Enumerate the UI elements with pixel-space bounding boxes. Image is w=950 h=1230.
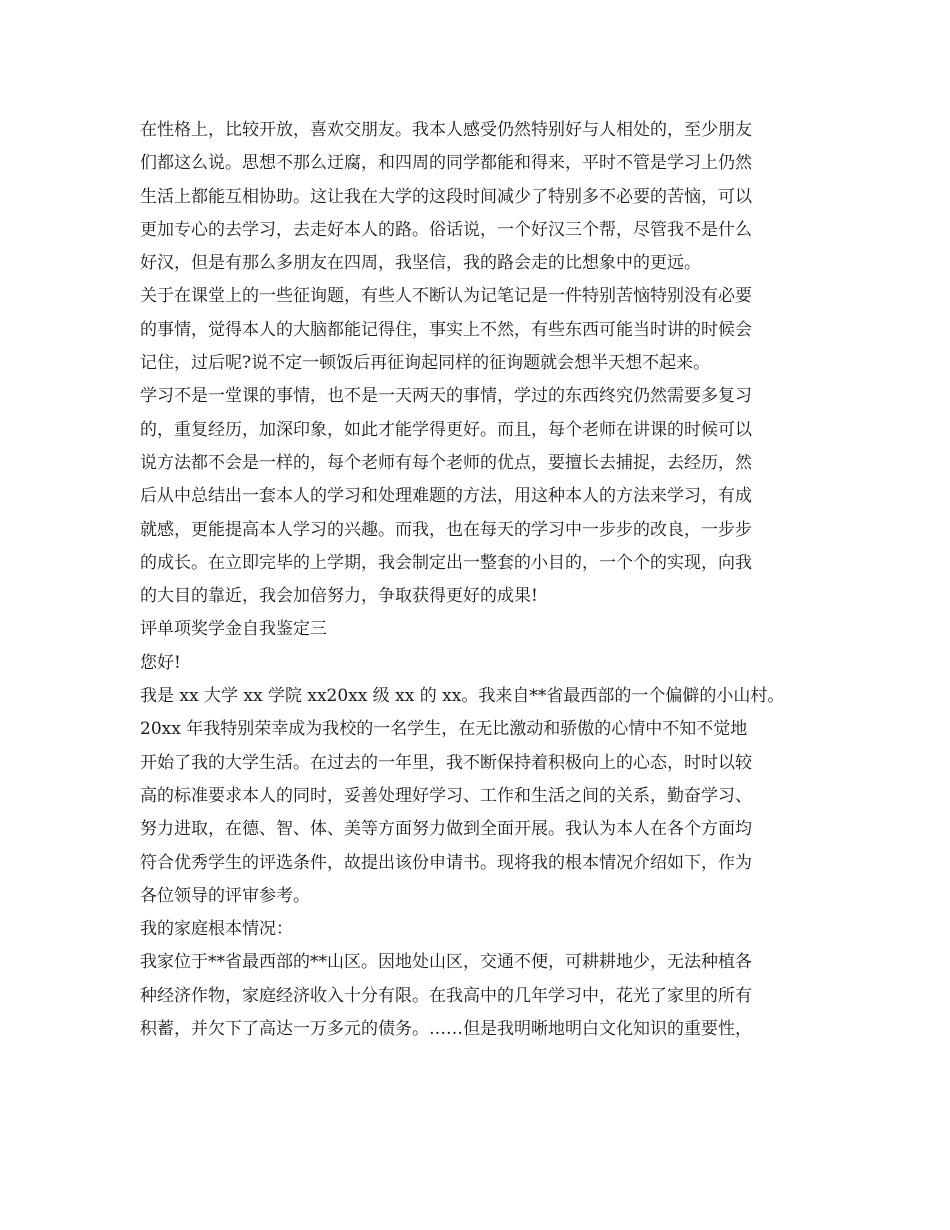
subheading-line: 我的家庭根本情况： <box>140 919 293 940</box>
text-line: 说方法都不会是一样的，每个老师有每个老师的优点，要擅长去捕捉，去经历，然 <box>140 452 752 473</box>
text-line: 积蓄，并欠下了高达一万多元的债务。……但是我明晰地明白文化知识的重要性， <box>140 1019 752 1040</box>
text-line: 我家位于**省最西部的**山区。因地处山区，交通不便，可耕耕地少，无法种植各 <box>140 952 752 973</box>
text-line: 记住，过后呢?说不定一顿饭后再征询起同样的征询题就会想半天想不起来。 <box>140 353 711 374</box>
text-line: 更加专心的去学习，去走好本人的路。俗话说，一个好汉三个帮，尽管我不是什么 <box>140 219 752 240</box>
text-line: 在性格上，比较开放，喜欢交朋友。我本人感受仍然特别好与人相处的，至少朋友 <box>140 120 752 140</box>
text-line: 各位领导的评审参考。 <box>140 885 310 906</box>
greeting-line: 您好! <box>140 652 181 673</box>
text-line: 后从中总结出一套本人的学习和处理难题的方法，用这种本人的方法来学习，有成 <box>140 486 752 507</box>
text-line: 的事情，觉得本人的大脑都能记得住，事实上不然，有些东西可能当时讲的时候会 <box>140 319 752 340</box>
document-body <box>140 114 840 1046</box>
text-line: 努力进取，在德、智、体、美等方面努力做到全面开展。我认为本人在各个方面均 <box>140 819 752 840</box>
section-heading: 评单项奖学金自我鉴定三 <box>140 619 327 640</box>
text-line: 符合优秀学生的评选条件，故提出该份申请书。现将我的根本情况介绍如下，作为 <box>140 852 752 873</box>
text-line: 学习不是一堂课的事情，也不是一天两天的事情，学过的东西终究仍然需要多复习 <box>140 386 752 407</box>
text-line: 种经济作物，家庭经济收入十分有限。在我高中的几年学习中，花光了家里的所有 <box>140 985 752 1006</box>
text-line: 们都这么说。思想不那么迂腐，和四周的同学都能和得来，平时不管是学习上仍然 <box>140 153 752 174</box>
text-line: 的，重复经历，加深印象，如此才能学得更好。而且，每个老师在讲课的时候可以 <box>140 419 752 440</box>
text-line: 开始了我的大学生活。在过去的一年里，我不断保持着积极向上的心态，时时以较 <box>140 752 752 773</box>
text-line: 关于在课堂上的一些征询题，有些人不断认为记笔记是一件特别苦恼特别没有必要 <box>140 286 752 307</box>
text-line: 生活上都能互相协助。这让我在大学的这段时间减少了特别多不必要的苦恼，可以 <box>140 186 752 207</box>
text-line: 就感，更能提高本人学习的兴趣。而我，也在每天的学习中一步步的改良，一步步 <box>140 519 752 540</box>
text-line: 高的标准要求本人的同时，妥善处理好学习、工作和生活之间的关系，勤奋学习、 <box>140 785 752 806</box>
text-line: 20xx 年我特别荣幸成为我校的一名学生，在无比激动和骄傲的心情中不知不觉地 <box>140 719 748 740</box>
text-line: 我是 xx 大学 xx 学院 xx20xx 级 xx 的 xx。我来自**省最西部的一个偏僻的小山村。 <box>140 686 785 707</box>
text-line: 的大目的靠近，我会加倍努力，争取获得更好的成果! <box>140 586 538 607</box>
text-line: 好汉，但是有那么多朋友在四周，我坚信，我的路会走的比想象中的更远。 <box>140 253 701 274</box>
text-line: 的成长。在立即完毕的上学期，我会制定出一整套的小目的，一个个的实现，向我 <box>140 552 752 573</box>
